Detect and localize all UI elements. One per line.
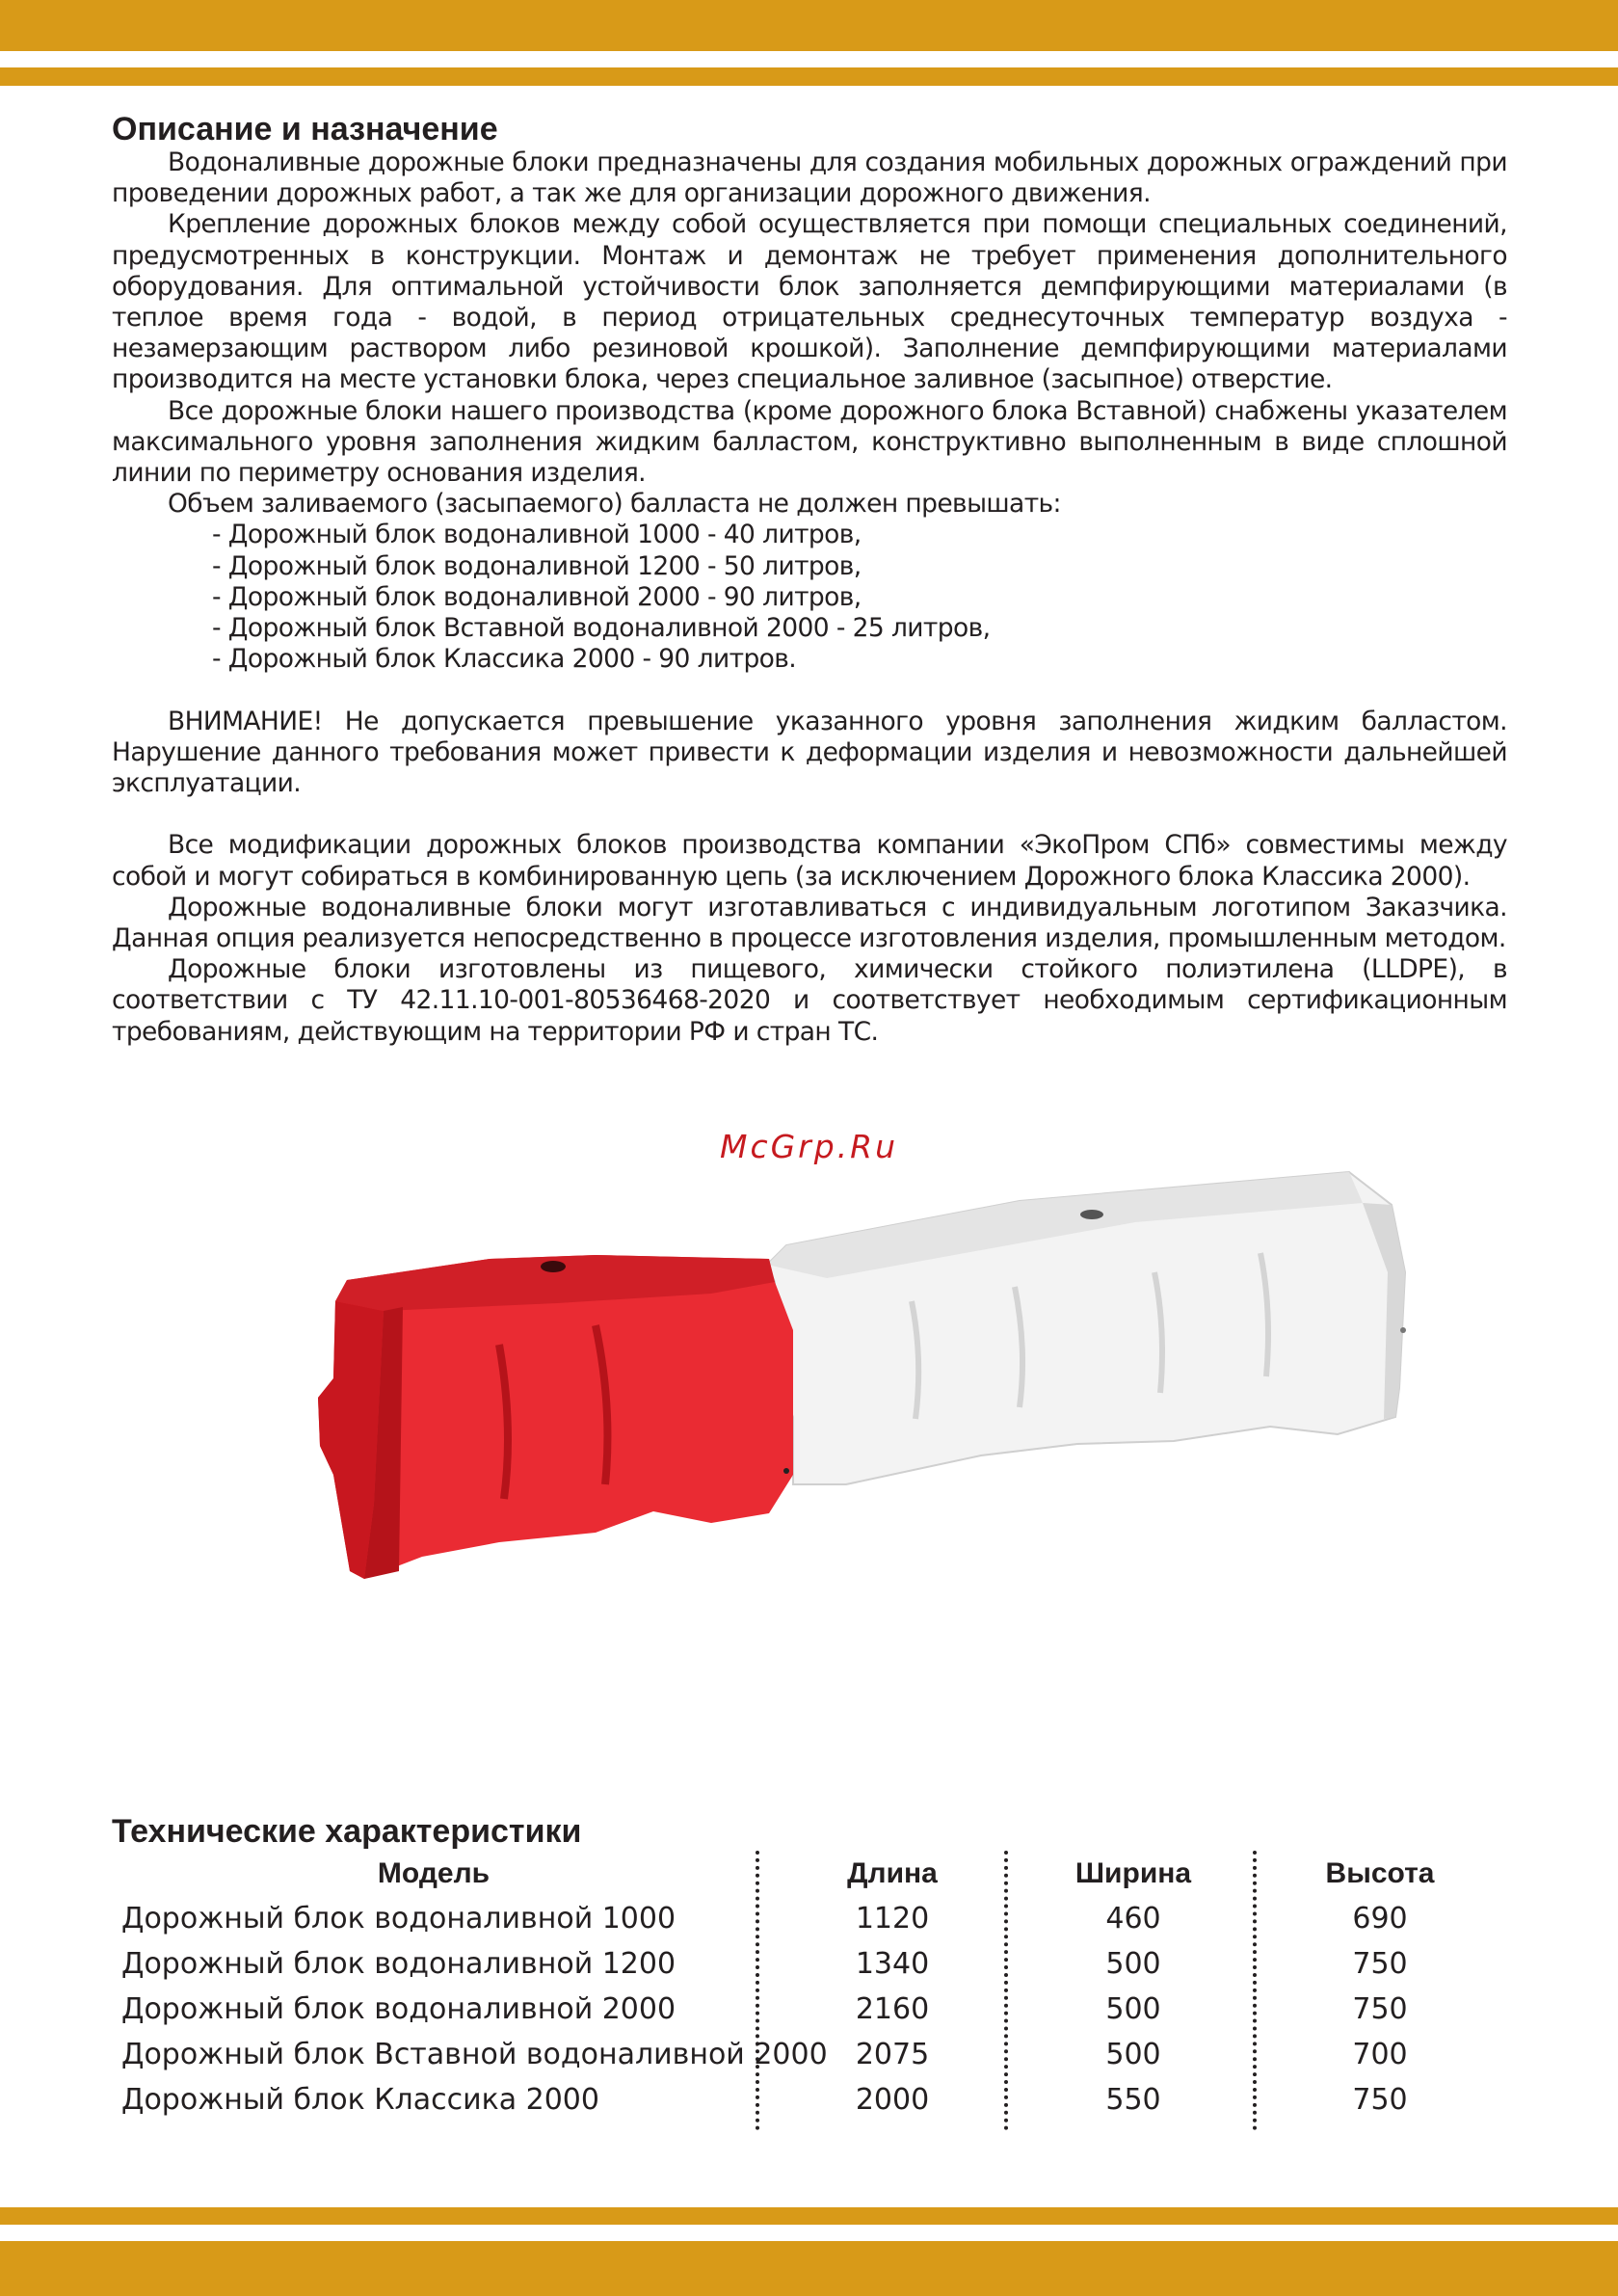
table-row (112, 1896, 1461, 1941)
paragraph: Все модификации дорожных блоков производства компании «ЭкоПром СПб» совместимы между собой и могут собираться в комбинированную цепь (за исключением Дорожного блока Классика 2000). (112, 830, 1507, 892)
list-item: - Дорожный блок водоналивной 1000 - 40 литров, (212, 520, 862, 550)
header-width: Ширина (1074, 1857, 1192, 1889)
specs-table (112, 1851, 1461, 2122)
paragraph: Все дорожные блоки нашего производства (кроме дорожного блока Вставной) снабжены указателем максимального уровня заполнения жидким балластом, конструктивно выполненным в виде сплошной линии по периметру основания изделия. (112, 395, 1507, 489)
header-height: Высота (1325, 1857, 1435, 1889)
table-row (112, 1941, 1461, 1987)
cell-model: Дорожный блок Классика 2000 (121, 2083, 599, 2117)
paragraph: Объем заливаемого (засыпаемого) балласта не должен превышать: (168, 489, 1061, 520)
header-model: Модель (377, 1857, 491, 1889)
list-item: - Дорожный блок водоналивной 1200 - 50 литров, (212, 550, 862, 581)
cell-height: 690 (1352, 1902, 1408, 1936)
cell-length: 2160 (855, 1992, 930, 2026)
table-row (112, 2032, 1461, 2077)
cell-model: Дорожный блок водоналивной 1000 (121, 1902, 676, 1936)
paragraph: Дорожные водоналивные блоки могут изготавливаться с индивидуальным логотипом Заказчика. Данная опция реализуется непосредственно в процессе изготовления изделия, промышленным методом. (112, 892, 1507, 954)
top-band-thin (0, 67, 1618, 86)
cell-length: 1120 (855, 1902, 930, 1936)
top-band (0, 0, 1618, 51)
cell-width: 500 (1105, 1947, 1161, 1981)
watermark: McGrp.Ru (719, 1128, 899, 1165)
warning-paragraph: ВНИМАНИЕ! Не допускается превышение указанного уровня заполнения жидким балластом. Нарушение данного требования может привести к деформации изделия и невозможности дальнейшей эксплуатации. (112, 706, 1507, 799)
table-row (112, 2077, 1461, 2122)
cell-width: 550 (1105, 2083, 1161, 2117)
volume-list (112, 520, 1507, 675)
road-barrier-image (306, 1166, 1424, 1706)
cell-length: 2000 (855, 2083, 930, 2117)
paragraph: Крепление дорожных блоков между собой осуществляется при помощи специальных соединений, предусмотренных в конструкции. Монтаж и демонтаж не требует применения дополнительного оборудования. Для оптимальной устойчивости блок заполняется демпфирующими материалами (в теплое время года - водой, в период отрицательных среднесуточных температур воздуха - незамерзающим раствором либо резиновой крошкой). Заполнение демпфирующими материалами производится на месте установки блока, через специальное заливное (засыпное) отверстие. (112, 209, 1507, 395)
cell-model: Дорожный блок водоналивной 2000 (121, 1992, 676, 2026)
description-title: Описание и назначение (112, 111, 498, 147)
paragraph: Водоналивные дорожные блоки предназначены для создания мобильных дорожных ограждений при проведении дорожных работ, а так же для организации дорожного движения. (112, 147, 1507, 209)
bottom-band (0, 2241, 1618, 2296)
specs-title: Технические характеристики (112, 1813, 582, 1850)
list-item: - Дорожный блок Вставной водоналивной 2000 - 25 литров, (212, 613, 991, 644)
cell-width: 500 (1105, 1992, 1161, 2026)
table-row (112, 1987, 1461, 2032)
cell-height: 750 (1352, 2083, 1408, 2117)
cell-length: 1340 (855, 1947, 930, 1981)
cell-model: Дорожный блок водоналивной 1200 (121, 1947, 676, 1981)
header-length: Длина (847, 1857, 938, 1889)
bottom-band-thin (0, 2207, 1618, 2225)
red-barrier-block (318, 1255, 793, 1579)
cell-height: 750 (1352, 1947, 1408, 1981)
cell-height: 700 (1352, 2038, 1408, 2071)
list-item: - Дорожный блок водоналивной 2000 - 90 литров, (212, 581, 862, 612)
cell-length: 2075 (855, 2038, 930, 2071)
description-body (112, 147, 1507, 1048)
cell-height: 750 (1352, 1992, 1408, 2026)
cell-width: 500 (1105, 2038, 1161, 2071)
table-header (112, 1851, 1461, 1896)
list-item: - Дорожный блок Классика 2000 - 90 литров. (212, 644, 797, 675)
paragraph: Дорожные блоки изготовлены из пищевого, химически стойкого полиэтилена (LLDPE), в соответствии с ТУ 42.11.10-001-80536468-2020 и соответствует необходимым сертификационным требованиям, действующим на территории РФ и стран ТС. (112, 954, 1507, 1047)
cell-model: Дорожный блок Вставной водоналивной 2000 (121, 2038, 828, 2071)
white-barrier-block (767, 1172, 1406, 1484)
cell-width: 460 (1105, 1902, 1161, 1936)
